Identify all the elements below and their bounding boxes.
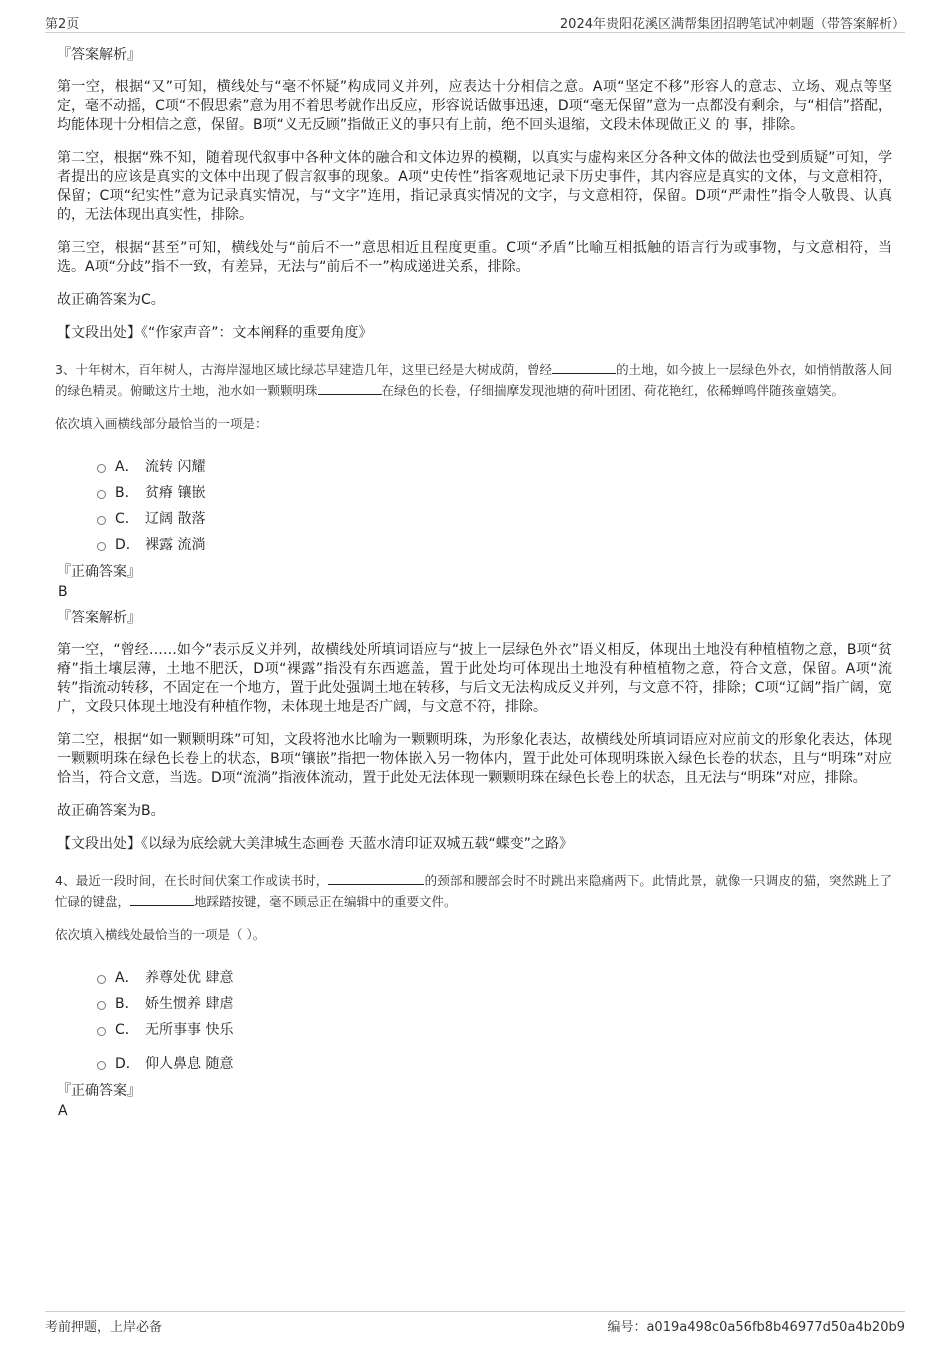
fill-blank [552, 359, 616, 374]
analysis-paragraph-3: 第三空，根据“甚至”可知，横线处与“前后不一”意思相近且程度更重。C项“矛盾”比喻互相抵触的语言行为或事物，与文意相符，当选。A项“分歧”指不一致，有差异，无法与“前后不一”构成递进关系，排除。 [57, 240, 892, 275]
question-3-stem: 3、十年树木，百年树人，古海岸湿地区域比绿芯早建造几年，这里已经是大树成荫，曾经 的土地，如今披上一层绿色外衣，如悄悄散落人间的绿色精灵。俯瞰这片土地，池水如一颗颗明珠 在绿色的长卷，仔细揣摩发现池塘的荷叶团团、荷花艳红，依稀蝉鸣伴随孩童嬉笑。 [55, 359, 892, 401]
correct-answer: A [58, 1103, 68, 1119]
radio-button-icon[interactable] [97, 1001, 106, 1010]
page-header [45, 12, 905, 33]
document-body [57, 46, 892, 1128]
option-c[interactable]: C． 辽阔 散落 [97, 505, 892, 531]
analysis-paragraph-1: 第一空，根据“又”可知，横线处与“毫不怀疑”构成同义并列，应表达十分相信之意。A项“坚定不移”形容人的意志、立场、观点等坚定，毫不动摇，C项“不假思索”意为用不着思考就作出反应，形容说话做事迅速，D项“毫无保留”意为一点都没有剩余，与“相信”搭配，均能体现十分相信之意，保留。B项“义无反顾”指做正义的事只有上前，绝不回头退缩，文段未体现做正义 的 事，排除。 [57, 79, 892, 133]
radio-button-icon[interactable] [97, 464, 106, 473]
document-title: 2024年贵阳花溪区满帮集团招聘笔试冲刺题（带答案解析） [559, 17, 905, 32]
page-number: 第2页 [45, 17, 80, 32]
radio-button-icon[interactable] [97, 975, 106, 984]
radio-button-icon[interactable] [97, 1027, 106, 1036]
analysis-label: 『答案解析』 [57, 610, 141, 626]
document-id: 编号：a019a498c0a56fb8b46977d50a4b20b9 [607, 1320, 905, 1335]
option-b[interactable]: B． 贫瘠 镶嵌 [97, 479, 892, 505]
footer-slogan: 考前押题，上岸必备 [45, 1320, 163, 1335]
source-citation: 【文段出处】《以绿为底绘就大美津城生态画卷 天蓝水清印证双城五载“蝶变”之路》 [57, 836, 573, 852]
option-c[interactable]: C． 无所事事 快乐 [97, 1016, 892, 1042]
question-4-prompt: 依次填入横线处最恰当的一项是（ ）。 [55, 927, 266, 942]
option-d[interactable]: D． 仰人鼻息 随意 [97, 1050, 892, 1076]
question-4-stem: 4、最近一段时间，在长时间伏案工作或读书时， 的颈部和腰部会时不时跳出来隐痛两下。此情此景，就像一只调皮的猫，突然跳上了忙碌的键盘， 地踩踏按键，毫不顾忌正在编辑中的重要文件。 [55, 870, 892, 912]
analysis-paragraph-2: 第二空，根据“如一颗颗明珠”可知，文段将池水比喻为一颗颗明珠，为形象化表达，故横线处所填词语应对应前文的形象化表达，体现一颗颗明珠在绿色长卷上的状态，B项“镶嵌”指把一物体嵌入另一物体内，置于此处可体现明珠嵌入绿色长卷的状态，且与“明珠”对应恰当，符合文意，当选。D项“流淌”指液体流动，置于此处无法体现一颗颗明珠在绿色长卷上的状态，且无法与“明珠”对应，排除。 [57, 732, 892, 786]
fill-blank [328, 870, 424, 885]
radio-button-icon[interactable] [97, 516, 106, 525]
option-a[interactable]: A． 流转 闪耀 [97, 453, 892, 479]
correct-answer: B [58, 584, 68, 600]
correct-answer-label: 『正确答案』 [57, 564, 141, 580]
radio-button-icon[interactable] [97, 490, 106, 499]
radio-button-icon[interactable] [97, 542, 106, 551]
option-a[interactable]: A． 养尊处优 肆意 [97, 964, 892, 990]
answer-conclusion: 故正确答案为C。 [57, 292, 165, 308]
question-4-options [97, 964, 892, 1076]
analysis-label: 『答案解析』 [57, 47, 141, 63]
option-b[interactable]: B． 娇生惯养 肆虐 [97, 990, 892, 1016]
question-3-prompt: 依次填入画横线部分最恰当的一项是： [55, 416, 268, 431]
fill-blank [318, 380, 382, 395]
correct-answer-label: 『正确答案』 [57, 1083, 141, 1099]
option-d[interactable]: D． 裸露 流淌 [97, 531, 892, 557]
radio-button-icon[interactable] [97, 1061, 106, 1070]
analysis-paragraph-1: 第一空，“曾经……如今”表示反义并列，故横线处所填词语应与“披上一层绿色外衣”语义相反，体现出土地没有种植植物之意，B项“贫瘠”指土壤层薄，土地不肥沃，D项“裸露”指没有东西遮盖，置于此处均可体现出土地没有种植植物之意，符合文意，保留。A项“流转”指流动转移，不固定在一个地方，置于此处强调土地在转移，与后文无法构成反义并列，与文意不符，排除；C项“辽阔”指广阔，宽广，文段只体现土地没有种植作物，未体现土地是否广阔，与文意不符，排除。 [57, 642, 892, 715]
source-citation: 【文段出处】《“作家声音”：文本阐释的重要角度》 [57, 325, 373, 341]
answer-conclusion: 故正确答案为B。 [57, 803, 165, 819]
fill-blank [130, 891, 194, 906]
page-footer [45, 1311, 905, 1336]
analysis-paragraph-2: 第二空，根据“殊不知，随着现代叙事中各种文体的融合和文体边界的模糊，以真实与虚构来区分各种文体的做法也受到质疑”可知，学者提出的应该是真实的文体中出现了假言叙事的现象。A项“史传性”指客观地记录下历史事件，其内容应是真实的文体，与文意相符，保留；C项“纪实性”意为记录真实情况，与“文字”连用，指记录真实情况的文字，与文意相符，保留。D项“严肃性”指令人敬畏、认真的，无法体现出真实性，排除。 [57, 150, 892, 223]
question-3-options [97, 453, 892, 557]
